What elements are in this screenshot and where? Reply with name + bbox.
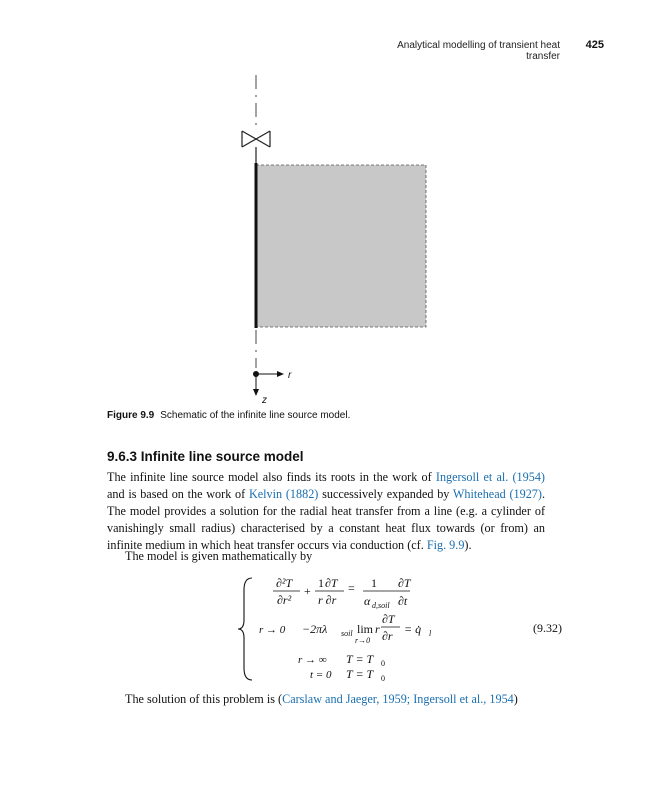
eq-lambda-sub: soil <box>341 629 353 638</box>
eq-dT: ∂T <box>398 576 411 590</box>
eq-one: 1 <box>318 576 324 590</box>
eq-dT: ∂T <box>382 612 395 626</box>
eq-lim: lim <box>357 622 374 636</box>
eq-r-dr: r ∂r <box>318 593 337 607</box>
figure-caption-label: Figure 9.9 <box>107 410 155 421</box>
citation-whitehead-1927[interactable]: Whitehead (1927) <box>452 487 542 501</box>
eq-T-eq: T = T <box>346 652 374 666</box>
p1-seg: The infinite line source model also finds its roots in the work of <box>107 470 436 484</box>
eq-r-to-inf: r → ∞ <box>298 654 327 666</box>
eq-dT: ∂T <box>325 576 338 590</box>
infinite-medium-shading <box>256 165 426 327</box>
eq-T-eq: T = T <box>346 667 374 681</box>
equation-number: (9.32) <box>533 621 562 635</box>
p1-seg: . The model provides a solution for the radial heat transfer from a line (e.g. a cylinder of vanishingly small radius) characterised by a constant heat flux towards (or from) an infinite medium in which heat transfer occurs via conduction (cf. <box>107 487 545 552</box>
eq-flux: = q̇ <box>404 622 422 636</box>
citation-ingersoll-1954[interactable]: Ingersoll et al. (1954) <box>435 470 545 484</box>
eq-r-to-zero: r → 0 <box>259 624 286 636</box>
p1-seg: ). <box>464 538 472 552</box>
eq-dt: ∂t <box>398 594 408 608</box>
r-axis-label: r <box>288 370 292 381</box>
eq-minus-coef: −2πλ <box>302 622 328 636</box>
eq-alpha-sub: d,soil <box>372 601 390 610</box>
eq-alpha: α <box>364 594 371 608</box>
z-axis-label: z <box>262 395 267 406</box>
z-arrowhead <box>253 389 259 396</box>
eq-d2T: ∂²T <box>276 576 293 590</box>
eq-t-zero: t = 0 <box>310 669 332 681</box>
eq-flux-sub: l <box>429 629 432 638</box>
eq-dr: ∂r <box>382 629 393 643</box>
eq-dr2: ∂r² <box>277 593 292 607</box>
eq-equals: = <box>348 581 355 595</box>
figure-caption <box>107 410 587 421</box>
paragraph-intro <box>107 469 545 554</box>
eq-lim-r: r <box>375 622 380 636</box>
page-number: 425 <box>585 39 604 51</box>
r-arrowhead <box>277 371 284 377</box>
eq-T0-sub: 0 <box>381 659 385 668</box>
eq-lim-sub: r→0 <box>355 636 371 645</box>
figure-reference-link[interactable]: Fig. 9.9 <box>426 538 465 552</box>
p1-seg: successively expanded by <box>318 487 453 501</box>
heat-flux-symbol <box>242 131 270 165</box>
paragraph-model-given: The model is given mathematically by <box>125 549 313 563</box>
running-header: Analytical modelling of transient heat transfer <box>397 40 560 62</box>
citation-carslaw-jaeger[interactable]: Carslaw and Jaeger, 1959; Ingersoll et al., 1954 <box>282 692 514 706</box>
figure-caption-text: Schematic of the infinite line source model. <box>160 410 351 421</box>
eq-one: 1 <box>371 576 377 590</box>
eq-T0-sub: 0 <box>381 674 385 683</box>
citation-kelvin-1882[interactable]: Kelvin (1882) <box>248 487 319 501</box>
paragraph-solution <box>107 691 567 708</box>
equation-brace <box>238 578 252 680</box>
section-heading: 9.6.3 Infinite line source model <box>107 449 304 464</box>
p3-seg: ) <box>513 692 518 706</box>
eq-plus: + <box>304 584 311 598</box>
p1-seg: and is based on the work of <box>107 487 249 501</box>
p3-seg: The solution of this problem is ( <box>125 692 283 706</box>
